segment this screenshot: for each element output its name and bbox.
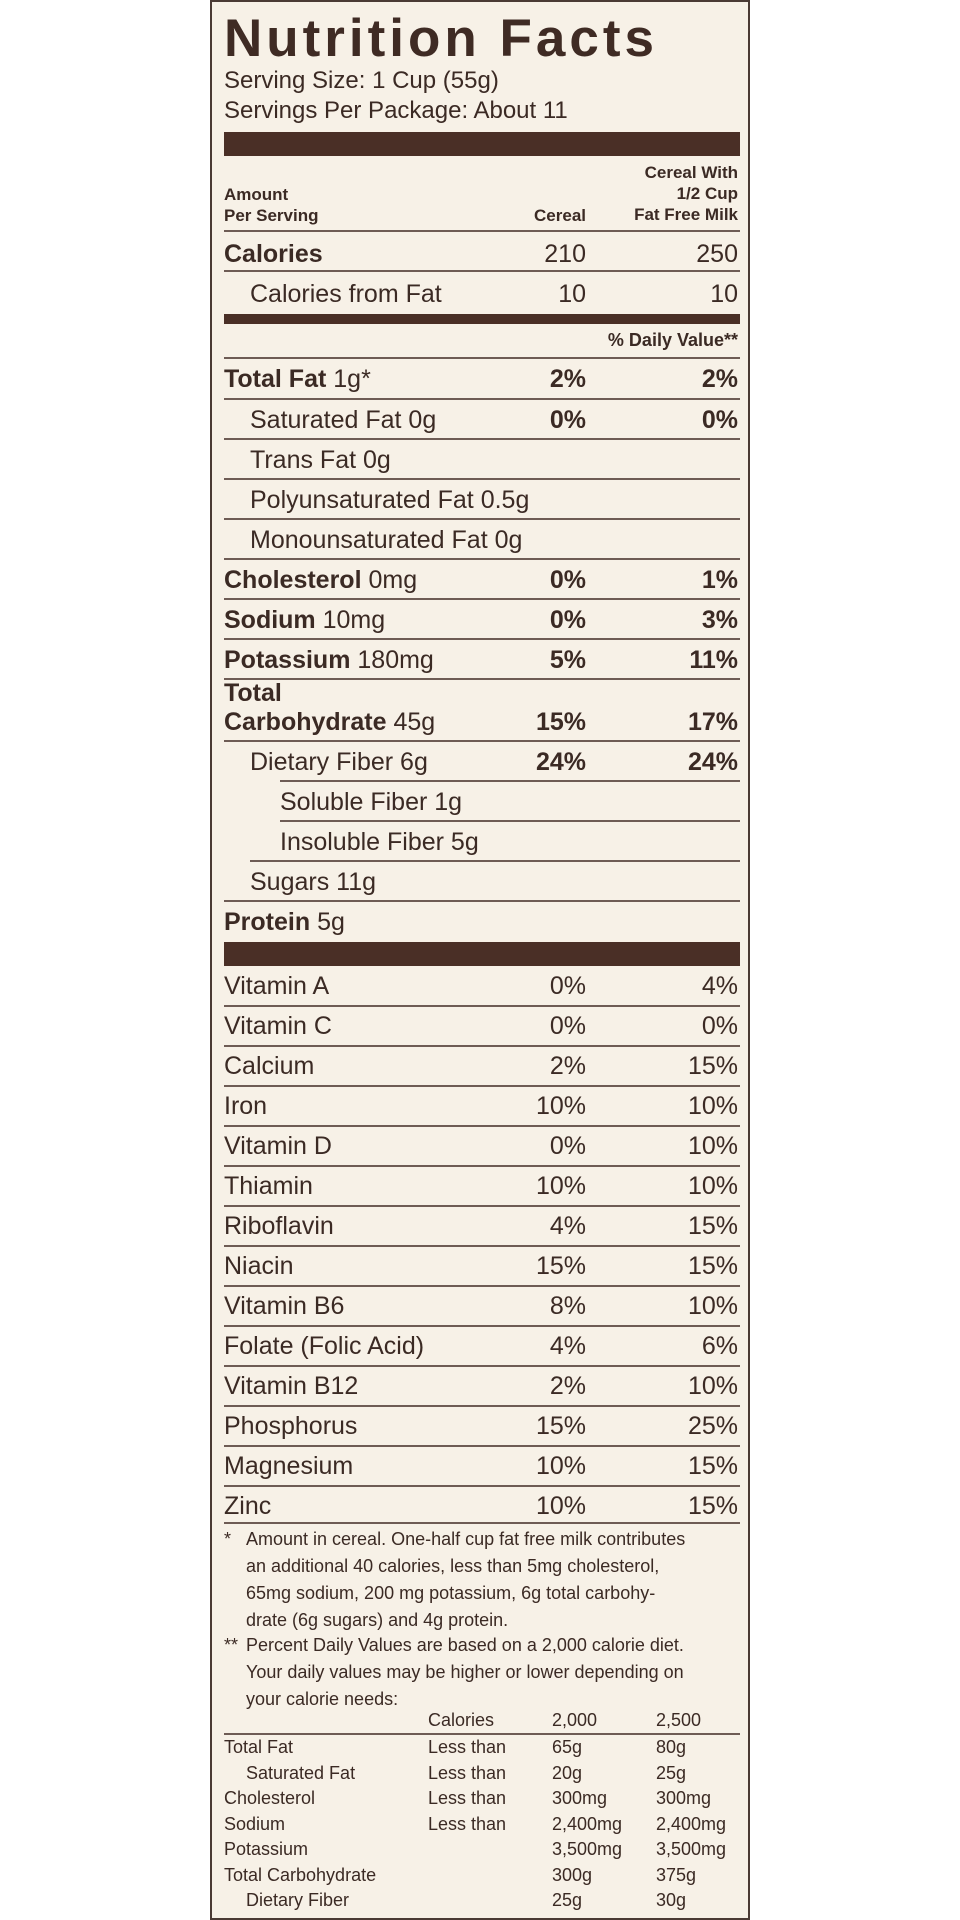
dv-2500-value: 25g [656,1762,687,1783]
dv-2500-value: 30g [656,1890,687,1910]
sugars-row: Sugars 11g [250,868,377,896]
dv-nutrient-name: Cholesterol [224,1788,316,1808]
vitamin-with-milk-value: 10% [687,1292,738,1320]
vitamin-cereal-value: 15% [535,1412,586,1440]
vitamin-with-milk-value: 15% [687,1212,738,1240]
dv-nutrient-name: Total Fat [224,1737,294,1757]
divider [224,230,740,232]
vitamin-cereal-value: 4% [549,1212,586,1240]
vitamin-name: Magnesium [224,1452,354,1480]
dv-qualifier: Less than [428,1813,507,1834]
dv-2000-value: 2,400mg [552,1813,623,1834]
label-title: Nutrition Facts [224,9,658,68]
dv-2000-value: 3,500mg [552,1839,623,1859]
vitamin-cereal-value: 10% [535,1172,586,1200]
vitamin-name: Zinc [224,1492,272,1520]
total-carbohydrate-row: Total Carbohydrate 45g 15% 17% [224,679,738,736]
potassium-row: Potassium 180mg 5% 11% [224,646,738,674]
vitamin-with-milk-value: 10% [687,1092,738,1120]
amount-per-serving-header: Amount Per Serving [224,185,319,225]
vitamin-with-milk-value: 0% [701,1012,738,1040]
vitamin-cereal-value: 10% [535,1092,586,1120]
vitamin-cereal-value: 10% [535,1452,586,1480]
vitamin-cereal-value: 0% [549,1132,586,1160]
dv-nutrient-name: Saturated Fat [246,1762,356,1783]
soluble-fiber-row: Soluble Fiber 1g [280,788,463,816]
vitamin-cereal-value: 0% [549,972,586,1000]
vitamin-row [224,1446,740,1486]
vitamin-row [224,1246,740,1286]
dv-qualifier: Less than [428,1762,507,1783]
nutrition-facts-label: Nutrition Facts Serving Size: 1 Cup (55g) Servings Per Package: About 11 Amount Per Serving Cereal Cereal With 1/2 Cup Fat Free Milk Calories 210 250 Calories from Fat 10 10 % Daily Value** Total Fat 1g* 2% 2% Saturated Fat 0g 0% 0% Trans Fat 0g Polyunsaturated Fat 0.5g Monounsaturated Fat 0g Cholesterol 0mg 0% 1% Sodium 10mg 0% 3% Potassium 180mg 5% 11% Total Carbohydrate 45g 15% 17% Dietary Fiber 6g 24% 24% Soluble Fiber 1g Insoluble Fiber 5g Sugars 11g Protein 5g Vitamin A 0% 4% Vitamin C 0% 0% Calcium 2% 15% Iron 10% 10% Vitamin D 0% 10% Thiamin 10% 10% Riboflavin 4% 15% Niacin 15% 15% Vitamin B6 8% 10% Folate (Folic Acid) 4% 6% Vitamin B12 2% 10% Phosphorus 15% 25% Magnesium 10% 15% Zinc 10% 15% * Amount in cereal. One-half cup fat free milk contributes an additional 40 calories, less than 5mg cholesterol, 65mg sodium, 200 mg potassium, 6g total carbohy- drate (6g sugars) and 4g protein. ** Percent Daily Values are based on a 2,000 calorie diet. Your daily values may be higher or lower depending on your calorie needs: Calories 2,000 2,500 Total Fat Less than 65g 80g Saturated Fat Less than 20g 25g Cholesterol Less than 300mg 300mg Sodium Less than 2,400mg 2,400mg Potassium 3,500mg 3,500mg Total Carbohydrate 300g 375g Dietary Fiber 25g 30g [210,0,750,1920]
vitamin-cereal-value: 10% [535,1492,586,1520]
daily-value-header: % Daily Value** [607,330,738,350]
vitamin-row [224,1046,740,1086]
calories-from-fat-row: Calories from Fat 10 10 [250,280,738,308]
medium-divider [224,314,740,324]
vitamin-name: Vitamin A [224,972,330,1000]
dv-2000-value: 25g [552,1890,583,1910]
cholesterol-row: Cholesterol 0mg 0% 1% [224,566,738,594]
vitamin-row [224,966,740,1006]
vitamin-row [224,1366,740,1406]
vitamin-name: Vitamin B6 [224,1292,345,1320]
vitamin-with-milk-value: 15% [687,1052,738,1080]
dv-2500-value: 375g [656,1864,697,1885]
divider [224,270,740,272]
insoluble-fiber-row: Insoluble Fiber 5g [280,828,479,856]
vitamin-row [224,1126,740,1166]
calories-row: Calories 210 250 [224,240,738,268]
cereal-column-header: Cereal [534,206,586,225]
vitamin-row [224,1206,740,1246]
polyunsaturated-fat-row: Polyunsaturated Fat 0.5g [250,486,530,514]
dv-2500-value: 80g [656,1737,687,1757]
dv-nutrient-name: Total Carbohydrate [224,1864,377,1885]
vitamin-with-milk-value: 6% [701,1332,738,1360]
vitamin-cereal-value: 2% [549,1052,586,1080]
vitamin-name: Riboflavin [224,1212,334,1240]
serving-size: Serving Size: 1 Cup (55g) [224,67,499,94]
vitamin-cereal-value: 0% [549,1012,586,1040]
dv-2000-value: 300mg [552,1788,608,1808]
dv-2500-value: 2,400mg [656,1813,727,1834]
footnote-calories: * Amount in cereal. One-half cup fat free milk contributes an additional 40 calories, less than 5mg cholesterol, 65mg sodium, 200 mg potassium, 6g total carbohy- drate (6g sugars) and 4g protein. [224,1529,686,1630]
vitamin-name: Vitamin D [224,1132,332,1160]
dv-qualifier: Less than [428,1788,507,1808]
vitamin-cereal-value: 8% [549,1292,586,1320]
vitamin-with-milk-value: 10% [687,1372,738,1400]
vitamin-with-milk-value: 4% [701,972,738,1000]
total-fat-row: Total Fat 1g* 2% 2% [224,365,738,393]
trans-fat-row: Trans Fat 0g [250,446,391,474]
dietary-fiber-row: Dietary Fiber 6g 24% 24% [250,748,738,776]
vitamin-row [224,1166,740,1206]
vitamin-row [224,1086,740,1126]
dv-nutrient-name: Dietary Fiber [246,1890,350,1910]
vitamin-row [224,1406,740,1446]
vitamin-cereal-value: 4% [549,1332,586,1360]
vitamin-with-milk-value: 15% [687,1492,738,1520]
thick-divider [224,942,740,966]
vitamin-cereal-value: 2% [549,1372,586,1400]
vitamin-name: Calcium [224,1052,315,1080]
vitamin-name: Folate (Folic Acid) [224,1332,425,1360]
dv-2500-value: 300mg [656,1788,712,1808]
vitamin-with-milk-value: 10% [687,1132,738,1160]
monounsaturated-fat-row: Monounsaturated Fat 0g [250,526,523,554]
servings-per-package: Servings Per Package: About 11 [224,97,568,124]
vitamin-row [224,1486,740,1526]
vitamin-row [224,1286,740,1326]
vitamin-row [224,1326,740,1366]
vitamin-name: Vitamin B12 [224,1372,359,1400]
dv-2000-value: 20g [552,1762,583,1783]
footnote-daily-values: ** Percent Daily Values are based on a 2,000 calorie diet. Your daily values may be higher or lower depending on your calorie needs: [224,1635,684,1709]
vitamin-with-milk-value: 10% [687,1172,738,1200]
vitamin-cereal-value: 15% [535,1252,586,1280]
dv-2000-value: 300g [552,1864,593,1885]
saturated-fat-row: Saturated Fat 0g 0% 0% [250,406,738,434]
vitamin-name: Iron [224,1092,268,1120]
vitamin-name: Vitamin C [224,1012,332,1040]
protein-row: Protein 5g [224,908,345,936]
with-milk-column-header: Cereal With 1/2 Cup Fat Free Milk [634,163,738,224]
dv-nutrient-name: Sodium [224,1813,286,1834]
divider [224,1522,740,1524]
vitamin-name: Phosphorus [224,1412,358,1440]
vitamin-row [224,1006,740,1046]
vitamin-with-milk-value: 15% [687,1252,738,1280]
thick-divider [224,132,740,156]
vitamin-name: Niacin [224,1252,294,1280]
vitamin-with-milk-value: 25% [687,1412,738,1440]
sodium-row: Sodium 10mg 0% 3% [224,606,738,634]
vitamin-name: Thiamin [224,1172,313,1200]
vitamin-with-milk-value: 15% [687,1452,738,1480]
dv-nutrient-name: Potassium [224,1839,309,1859]
dv-2000-value: 65g [552,1737,583,1757]
dv-2500-value: 3,500mg [656,1839,727,1859]
dv-qualifier: Less than [428,1737,507,1757]
